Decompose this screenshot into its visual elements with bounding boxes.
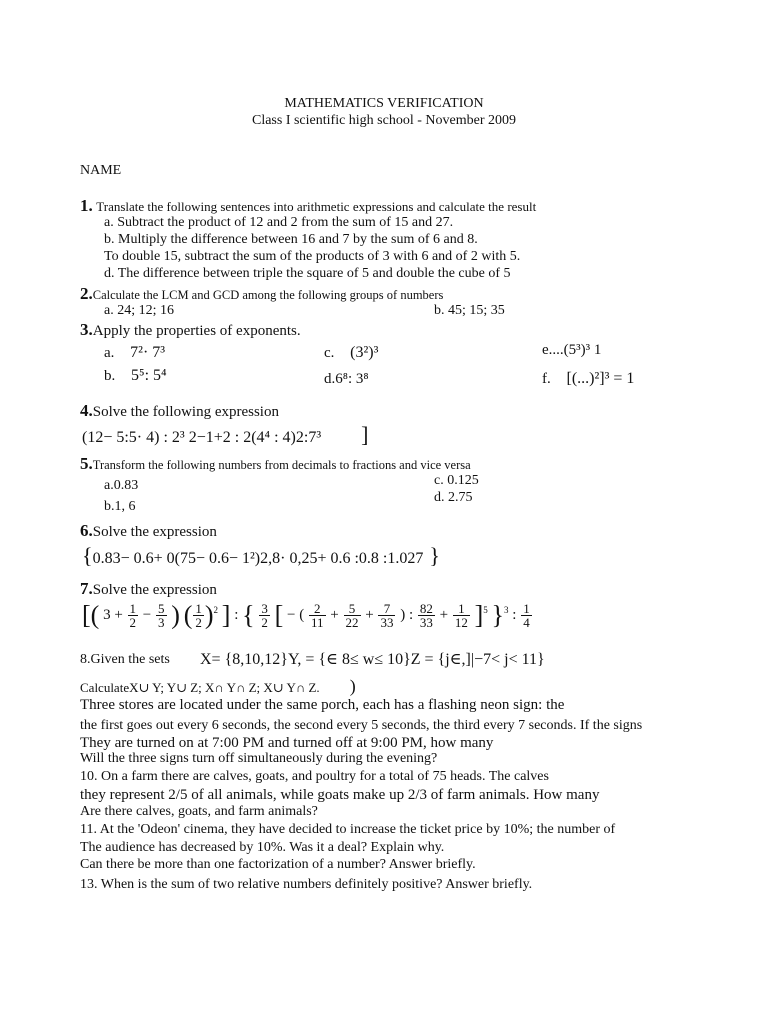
q9-line-1: Three stores are located under the same porch, each has a flashing neon sign: the bbox=[80, 697, 565, 713]
question-number: 7. bbox=[80, 579, 93, 598]
fraction: $\frac{1}{2}$ bbox=[129, 601, 137, 630]
q8-label: 8.Given the sets bbox=[80, 652, 170, 667]
closing-bracket: ] bbox=[361, 422, 369, 447]
q5-item-a: a.0.83 bbox=[104, 478, 139, 493]
question-number: 5. bbox=[80, 454, 93, 473]
bracket: ( bbox=[183, 600, 193, 630]
item-label: a. bbox=[104, 345, 115, 361]
math-expression: 5⁵: 5⁴ bbox=[131, 367, 167, 384]
fraction: $\frac{1}{4}$ bbox=[523, 601, 530, 630]
page-subtitle: Class I scientific high school - November 2009 bbox=[251, 113, 516, 128]
exponent: 2 bbox=[213, 604, 219, 615]
q11-line-2: The audience has decreased by 10%. Was it a deal? Explain why. bbox=[80, 840, 445, 855]
page-title: MATHEMATICS VERIFICATION bbox=[284, 96, 484, 111]
question-text: Transform the following numbers from decimals to fractions and vice versa bbox=[92, 458, 471, 472]
item-label: b. bbox=[104, 368, 116, 384]
q5-item-b: b.1, 6 bbox=[104, 499, 136, 514]
question-text: Calculate the LCM and GCD among the following groups of numbers bbox=[92, 288, 444, 302]
question-number: 4. bbox=[80, 401, 93, 420]
fraction: $\frac{2}{11}$ bbox=[311, 601, 324, 630]
q3-item-f bbox=[542, 371, 634, 387]
question-7 bbox=[80, 580, 217, 598]
q8-calculate bbox=[80, 677, 356, 695]
q4-expression bbox=[82, 424, 368, 446]
exponent: 5 bbox=[483, 604, 488, 615]
q1-item-c: To double 15, subtract the sum of the products of 3 with 6 and of 2 with 5. bbox=[104, 249, 521, 264]
fraction: $\frac{5}{22}$ bbox=[345, 601, 359, 630]
q5-item-c: c. 0.125 bbox=[434, 473, 479, 488]
q2-item-b: b. 45; 15; 35 bbox=[434, 303, 505, 318]
item-label: f. bbox=[542, 371, 551, 387]
question-text: Solve the expression bbox=[92, 524, 217, 540]
q13-line-1: 13. When is the sum of two relative numbers definitely positive? Answer briefly. bbox=[80, 877, 533, 892]
question-6 bbox=[80, 522, 217, 540]
fraction: $\frac{5}{3}$ bbox=[158, 601, 165, 630]
math-expression: (12− 5:5· 4) : 2³ 2−1+2 : 2(4⁴ : 4)2:7³ bbox=[82, 429, 322, 446]
q10-line-2: they represent 2/5 of all animals, while goats make up 2/3 of farm animals. How many bbox=[80, 787, 600, 803]
math-expression: CalculateX∪ Y; Y∪ Z; X∩ Y∩ Z; X∪ Y∩ Z. bbox=[80, 680, 320, 695]
math-expression: [(...)²]³ = 1 bbox=[566, 370, 635, 387]
q12-line-1: Can there be more than one factorization of a number? Answer briefly. bbox=[80, 857, 476, 872]
question-2 bbox=[80, 285, 443, 303]
bracket: { bbox=[242, 600, 255, 630]
fraction: $\frac{3}{2}$ bbox=[261, 601, 268, 630]
opening-brace: { bbox=[82, 543, 93, 568]
question-number: 3. bbox=[80, 320, 93, 339]
question-5 bbox=[80, 455, 471, 473]
q2-item-a: a. 24; 12; 16 bbox=[104, 303, 174, 318]
fraction: $\frac{7}{33}$ bbox=[380, 601, 394, 630]
fraction: $\frac{1}{2}$ bbox=[195, 601, 202, 630]
q11-line-1: 11. At the 'Odeon' cinema, they have decided to increase the ticket price by 10%; the number of bbox=[80, 822, 616, 837]
fraction: $\frac{1}{12}$ bbox=[454, 601, 468, 630]
q3-item-c bbox=[324, 345, 378, 361]
math-expression: 7²· 7³ bbox=[130, 344, 166, 361]
q3-item-b bbox=[104, 368, 167, 384]
math-expression: (3²)³ bbox=[350, 344, 379, 361]
question-number: 6. bbox=[80, 521, 93, 540]
q9-line-3: They are turned on at 7:00 PM and turned off at 9:00 PM, how many bbox=[80, 735, 494, 751]
bracket: ) bbox=[171, 600, 180, 630]
q8-sets: X= {8,10,12}Y, = {∈ 8≤ w≤ 10}Z = {j∈,]|−7< j< 11} bbox=[200, 651, 545, 668]
q1-item-b: b. Multiply the difference between 16 and 7 by the sum of 6 and 8. bbox=[104, 232, 478, 247]
math-expression: 0.83− 0.6+ 0(75− 0.6− 1²)2,8· 0,25+ 0.6 :0.8 :1.027 bbox=[92, 550, 424, 567]
closing-brace: } bbox=[429, 543, 440, 568]
question-number: 2. bbox=[80, 284, 93, 303]
bracket: [ bbox=[274, 600, 284, 630]
q1-item-d: d. The difference between triple the square of 5 and double the cube of 5 bbox=[104, 266, 511, 281]
question-text: Translate the following sentences into arithmetic expressions and calculate the result bbox=[96, 199, 537, 214]
question-4 bbox=[80, 402, 279, 420]
q3-item-a bbox=[104, 345, 165, 361]
q9-line-4: Will the three signs turn off simultaneously during the evening? bbox=[80, 751, 438, 766]
item-label: c. bbox=[324, 345, 335, 361]
bracket: [( bbox=[82, 600, 100, 630]
q1-item-a: a. Subtract the product of 12 and 2 from the sum of 15 and 27. bbox=[104, 215, 454, 230]
question-text: Solve the following expression bbox=[92, 404, 279, 420]
bracket: ] bbox=[474, 600, 484, 630]
question-3 bbox=[80, 321, 301, 339]
question-text: Apply the properties of exponents. bbox=[92, 323, 301, 339]
q9-line-2: the first goes out every 6 seconds, the second every 5 seconds, the third every 7 seconds. If the signs bbox=[80, 718, 643, 733]
bracket: ] bbox=[221, 600, 231, 630]
bracket: } bbox=[491, 600, 505, 630]
q7-expression: [( 3 + $\frac{1}{2}$ − $\frac{5}{3}$ ) ( $\frac{1}{2}$ )$^2$ ] : { $\frac{3}{2}$ [ − ( $\frac{2}{11}$ + $\frac{5}{22}$ + $\frac{7}{33}$ ) : $\frac{82}{33}$ + $\frac{1}{12}$ ]$^5$ }$^3$ : $\frac{1}{4}$ bbox=[82, 600, 530, 630]
bracket: ) bbox=[204, 600, 214, 630]
name-label: NAME bbox=[80, 163, 122, 178]
exponent: 3 bbox=[504, 604, 509, 615]
q3-item-d: d.6⁸: 3⁸ bbox=[324, 371, 369, 387]
q10-line-1: 10. On a farm there are calves, goats, and poultry for a total of 75 heads. The calves bbox=[80, 769, 549, 784]
q3-item-e: e....(5³)³ 1 bbox=[542, 342, 602, 358]
question-1 bbox=[80, 197, 536, 215]
question-number: 1. bbox=[80, 196, 93, 215]
math-term: 3 bbox=[103, 606, 111, 623]
fraction: $\frac{82}{33}$ bbox=[419, 601, 433, 630]
q10-line-3: Are there calves, goats, and farm animals? bbox=[80, 804, 318, 819]
question-text: Solve the expression bbox=[92, 582, 217, 598]
q6-expression bbox=[82, 545, 440, 567]
closing-paren: ) bbox=[349, 676, 356, 696]
q5-item-d: d. 2.75 bbox=[434, 490, 473, 505]
